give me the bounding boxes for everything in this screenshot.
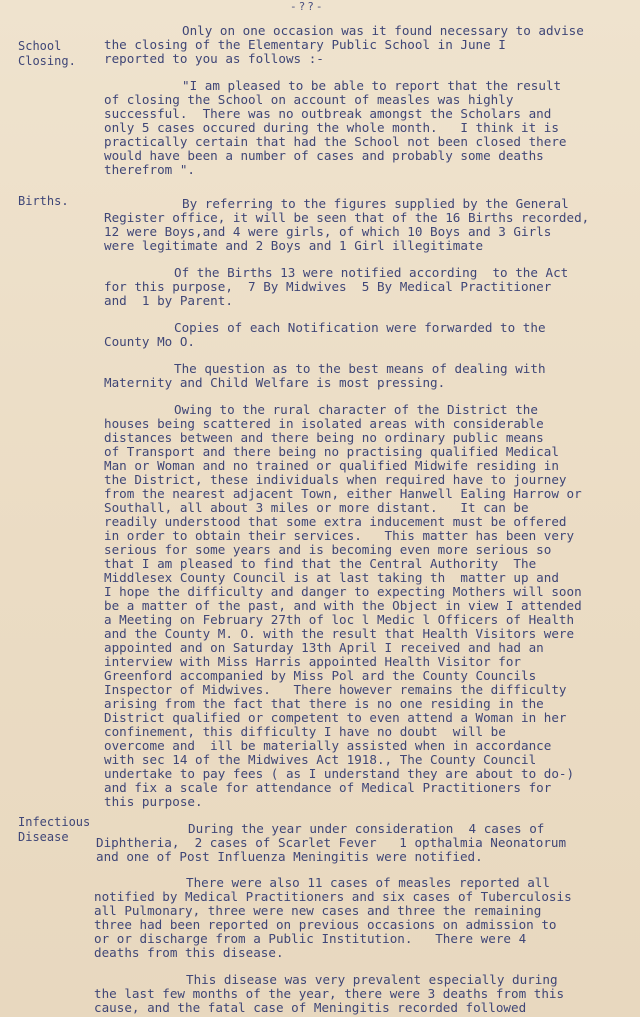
margin-heading-line: Disease (18, 830, 69, 844)
text-line: Owing to the rural character of the District the (174, 402, 538, 417)
text-line: confinement, this difficulty I have no doubt will be (104, 724, 506, 739)
text-line: be a matter of the past, and with the Object in view I attended (104, 598, 582, 613)
text-line: and the County M. O. with the result that Health Visitors were (104, 626, 575, 641)
margin-heading-line: Closing. (18, 54, 76, 68)
text-line: I hope the difficulty and danger to expecting Mothers will soon (104, 584, 582, 599)
text-line: 12 were Boys,and 4 were girls, of which 10 Boys and 3 Girls (104, 224, 552, 239)
margin-heading-school-closing (18, 39, 76, 69)
paragraph-rural-district (104, 403, 582, 809)
paragraph-copies-notification (104, 321, 546, 349)
text-line: of closing the School on account of measles was highly (104, 92, 514, 107)
text-line: practically certain that had the School not been closed there (104, 134, 567, 149)
text-line: the closing of the Elementary Public School in June I (104, 37, 506, 52)
paragraph-school-closing-intro (104, 24, 584, 66)
text-line: This disease was very prevalent especially during (186, 972, 558, 987)
text-line: from the nearest adjacent Town, either Hanwell Ealing Harrow or (104, 486, 582, 501)
text-line: of Transport and there being no practising qualified Medical (104, 444, 559, 459)
text-line: Maternity and Child Welfare is most pressing. (104, 375, 446, 390)
paragraph-maternity-question (104, 362, 546, 390)
margin-heading-infectious-disease (18, 815, 90, 845)
text-line: this purpose. (104, 794, 203, 809)
text-line: with sec 14 of the Midwives Act 1918., The County Council (104, 752, 537, 767)
text-line: three had been reported on previous occasions on admission to (94, 917, 557, 932)
text-line: would have been a number of cases and probably some deaths (104, 148, 544, 163)
text-line: interview with Miss Harris appointed Health Visitor for (104, 654, 522, 669)
text-line: Only on one occasion was it found necessary to advise (182, 23, 584, 38)
text-line: the last few months of the year, there were 3 deaths from this (94, 986, 565, 1001)
text-line: Inspector of Midwives. There however remains the difficulty (104, 682, 567, 697)
text-line: serious for some years and is becoming even more serious so (104, 542, 552, 557)
text-line: or or discharge from a Public Institution. There were 4 (94, 931, 527, 946)
text-line: the District, these individuals when required have to journey (104, 472, 567, 487)
text-line: appointed and on Saturday 13th April I received and had an (104, 640, 544, 655)
text-line: arising from the fact that there is no one residing in the (104, 696, 544, 711)
text-line: readily understood that some extra inducement must be offered (104, 514, 567, 529)
text-line: Middlesex County Council is at last taking th matter up and (104, 570, 559, 585)
text-line: a Meeting on February 27th of loc l Medic l Officers of Health (104, 612, 575, 627)
text-line: all Pulmonary, three were new cases and three the remaining (94, 903, 542, 918)
text-line: cause, and the fatal case of Meningitis recorded followed (94, 1000, 527, 1015)
text-line: overcome and ill be materially assisted when in accordance (104, 738, 552, 753)
text-line: reported to you as follows :- (104, 51, 324, 66)
text-line: and fix a scale for attendance of Medical Practitioners for (104, 780, 552, 795)
text-line: only 5 cases occured during the whole month. I think it is (104, 120, 559, 135)
paragraph-births-figures (104, 197, 589, 253)
text-line: houses being scattered in isolated areas with considerable (104, 416, 544, 431)
text-line: During the year under consideration 4 cases of (188, 821, 545, 836)
text-line: in order to obtain their services. This matter has been very (104, 528, 575, 543)
text-line: Register office, it will be seen that of the 16 Births recorded, (104, 210, 590, 225)
text-line: successful. There was no outbreak amongst the Scholars and (104, 106, 552, 121)
page-mark: -??- (290, 0, 325, 13)
text-line: were legitimate and 2 Boys and 1 Girl illegitimate (104, 238, 484, 253)
text-line: notified by Medical Practitioners and six cases of Tuberculosis (94, 889, 572, 904)
text-line: and one of Post Influenza Meningitis were notified. (96, 849, 483, 864)
text-line: Diphtheria, 2 cases of Scarlet Fever 1 opthalmia Neonatorum (96, 835, 567, 850)
text-line: There were also 11 cases of measles reported all (186, 875, 550, 890)
text-line: Greenford accompanied by Miss Pol ard the County Councils (104, 668, 537, 683)
paragraph-school-closing-quote (104, 79, 567, 177)
margin-heading-line: Infectious (18, 815, 91, 829)
text-line: and 1 by Parent. (104, 293, 233, 308)
text-line: "I am pleased to be able to report that the result (182, 78, 562, 93)
text-line: therefrom ". (104, 162, 195, 177)
text-line: District qualified or competent to even attend a Woman in her (104, 710, 567, 725)
text-line: deaths from this disease. (94, 945, 284, 960)
text-line: Of the Births 13 were notified according to the Act (174, 265, 569, 280)
text-line: By referring to the figures supplied by the General (182, 196, 569, 211)
text-line: distances between and there being no ordinary public means (104, 430, 544, 445)
paragraph-disease-prevalent (94, 973, 564, 1015)
margin-heading-line: Births. (18, 194, 69, 208)
text-line: Copies of each Notification were forwarded to the (174, 320, 546, 335)
text-line: Southall, all about 3 miles or more distant. It can be (104, 500, 529, 515)
text-line: undertake to pay fees ( as I understand they are about to do-) (104, 766, 575, 781)
paragraph-infectious-cases (96, 822, 566, 864)
margin-heading-line: School (18, 39, 62, 53)
text-line: County Mo O. (104, 334, 195, 349)
text-line: Man or Woman and no trained or qualified Midwife residing in (104, 458, 559, 473)
margin-heading-births (18, 194, 69, 209)
text-line: for this purpose, 7 By Midwives 5 By Medical Practitioner (104, 279, 552, 294)
text-line: that I am pleased to find that the Central Authority The (104, 556, 537, 571)
text-line: The question as to the best means of dealing with (174, 361, 546, 376)
paragraph-births-notified (104, 266, 568, 308)
paragraph-measles-tuberculosis (94, 876, 572, 960)
